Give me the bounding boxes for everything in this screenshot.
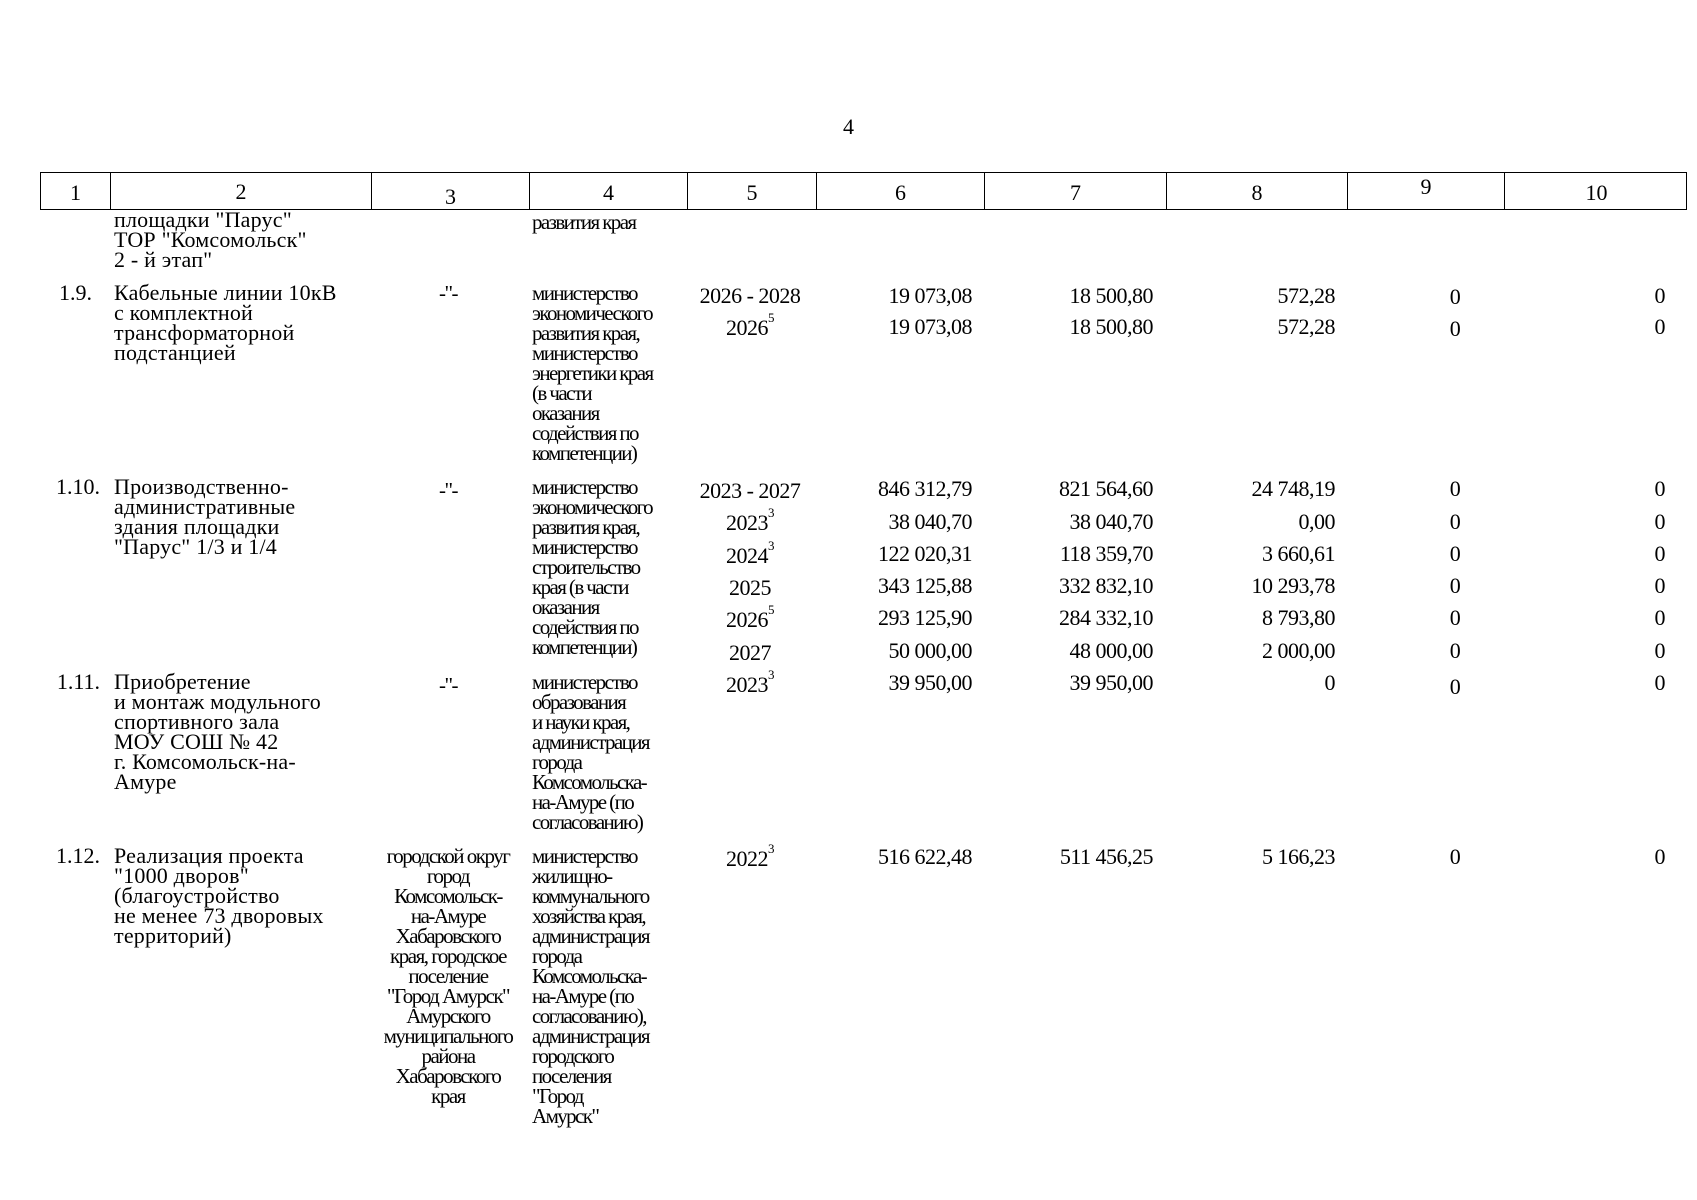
executor-line: администрация	[532, 924, 649, 948]
row-name-line: с комплектной	[114, 300, 254, 325]
executor-line: коммунального	[532, 884, 649, 908]
row-name-line: Амуре	[114, 769, 177, 794]
territory-line: муниципального	[383, 1024, 513, 1048]
year-cell: 2026$^5$	[726, 310, 774, 340]
executor-line: экономического	[532, 495, 653, 519]
territory-line: района	[421, 1044, 475, 1068]
value-col8: 0,00	[1298, 509, 1335, 534]
executor-line: компетенции)	[532, 441, 637, 465]
year-cell: 2024$^3$	[726, 538, 774, 568]
value-col6: 39 950,00	[888, 670, 972, 695]
value-col7: 332 832,10	[1059, 573, 1153, 598]
executor-line: строительство	[532, 555, 640, 579]
executor-line: администрация	[532, 730, 649, 754]
row-name-line: территорий)	[114, 923, 232, 948]
value-col6: 516 622,48	[878, 844, 972, 869]
value-col8: 5 166,23	[1262, 844, 1335, 869]
header-col-2: 2	[110, 173, 371, 209]
executor-line: развития края,	[532, 321, 640, 345]
territory-line: на-Амуре	[410, 904, 486, 928]
value-col8: 0	[1324, 670, 1335, 695]
value-col10: 0	[1654, 605, 1665, 630]
year-cell: 2027	[729, 640, 771, 665]
value-col9: 0	[1449, 284, 1461, 309]
row-name-line: подстанцией	[114, 340, 236, 365]
year-cell: 2026 - 2028	[699, 283, 801, 308]
continuation-name-line: 2 - й этап"	[114, 247, 213, 272]
executor-line: министерство	[532, 475, 637, 499]
value-col6: 19 073,08	[888, 283, 972, 308]
executor-line: министерство	[532, 670, 637, 694]
executor-line: согласованию),	[532, 1004, 646, 1028]
row-name-line: административные	[114, 494, 296, 519]
table-header	[40, 172, 1687, 210]
row-executor	[532, 283, 692, 463]
row-name-line: Кабельные линии 10кВ	[114, 280, 337, 305]
row-name-line: спортивного зала	[114, 709, 280, 734]
continuation-name-line: ТОР "Комсомольск"	[114, 227, 307, 252]
header-col-10: 10	[1504, 173, 1688, 209]
value-col8: 8 793,80	[1262, 605, 1335, 630]
executor-line: жилищно-	[532, 864, 612, 888]
territory-line: поселение	[408, 964, 488, 988]
executor-line: (в части	[532, 381, 591, 405]
territory-line: края, городское	[390, 944, 506, 968]
value-col8: 572,28	[1277, 283, 1335, 308]
value-col8: 3 660,61	[1262, 541, 1335, 566]
territory-line: Комсомольск-	[394, 884, 502, 908]
executor-line: содействия по	[532, 421, 638, 445]
value-col9: 0	[1449, 509, 1461, 534]
territory-line: Хабаровского	[395, 924, 501, 948]
value-col10: 0	[1654, 476, 1665, 501]
executor-line: города	[532, 750, 582, 774]
continuation-name	[114, 207, 364, 272]
year-cell: 2023$^3$	[726, 667, 774, 697]
executor-line: на-Амуре (по	[532, 984, 634, 1008]
executor-line: компетенции)	[532, 635, 637, 659]
row-name-line: "Парус" 1/3 и 1/4	[114, 534, 277, 559]
header-col-6: 6	[816, 173, 984, 209]
row-name-line: здания площадки	[114, 514, 280, 539]
value-col8: 10 293,78	[1251, 573, 1335, 598]
executor-line: края (в части	[532, 575, 628, 599]
executor-line: министерство	[532, 844, 637, 868]
executor-line: поселения	[532, 1064, 611, 1088]
header-col-3: 3	[371, 173, 529, 209]
row-territory	[368, 846, 528, 1106]
executor-line: Комсомольска-	[532, 770, 647, 794]
value-col7: 284 332,10	[1059, 605, 1153, 630]
continuation-executor: развития края	[532, 210, 636, 234]
row-name-line: Производственно-	[114, 474, 289, 499]
header-col-4: 4	[529, 173, 687, 209]
value-col10: 0	[1654, 844, 1665, 869]
row-executor	[532, 477, 692, 657]
executor-line: и науки края,	[532, 710, 630, 734]
value-col7: 18 500,80	[1069, 314, 1153, 339]
territory-line: город	[426, 864, 470, 888]
row-territory: -"-	[438, 673, 458, 697]
value-col9: 0	[1449, 605, 1461, 630]
executor-line: оказания	[532, 595, 599, 619]
value-col7: 18 500,80	[1069, 283, 1153, 308]
row-executor	[532, 846, 692, 1126]
value-col8: 24 748,19	[1251, 476, 1335, 501]
row-territory: -"-	[438, 281, 458, 305]
row-id: 1.9.	[59, 280, 92, 305]
executor-line: министерство	[532, 341, 637, 365]
row-name	[114, 280, 364, 365]
territory-line: городской округ	[386, 844, 510, 868]
row-executor	[532, 672, 692, 832]
year-cell: 2023 - 2027	[699, 478, 801, 503]
value-col10: 0	[1654, 573, 1665, 598]
header-col-7: 7	[984, 173, 1166, 209]
row-name-line: и монтаж модульного	[114, 689, 321, 714]
executor-line: министерство	[532, 281, 637, 305]
year-cell: 2026$^5$	[726, 602, 774, 632]
value-col8: 572,28	[1277, 314, 1335, 339]
header-col-8: 8	[1166, 173, 1347, 209]
value-col9: 0	[1449, 476, 1461, 501]
value-col9: 0	[1449, 674, 1461, 699]
page-number: 4	[843, 114, 854, 139]
row-name	[114, 474, 364, 559]
row-name-line: Приобретение	[114, 669, 251, 694]
row-name-line: Реализация проекта	[114, 843, 304, 868]
row-id: 1.12.	[56, 843, 100, 868]
executor-line: Комсомольска-	[532, 964, 647, 988]
value-col6: 343 125,88	[878, 573, 972, 598]
value-col6: 846 312,79	[878, 476, 972, 501]
row-name	[114, 843, 364, 948]
value-col7: 39 950,00	[1069, 670, 1153, 695]
executor-line: содействия по	[532, 615, 638, 639]
value-col6: 293 125,90	[878, 605, 972, 630]
year-cell: 2022$^3$	[726, 841, 774, 871]
value-col9: 0	[1449, 541, 1461, 566]
year-cell: 2023$^3$	[726, 505, 774, 535]
value-col10: 0	[1654, 541, 1665, 566]
value-col9: 0	[1449, 316, 1461, 341]
territory-line: края	[431, 1084, 465, 1108]
territory-line: Амурского	[406, 1004, 490, 1028]
row-name-line: "1000 дворов"	[114, 863, 249, 888]
value-col10: 0	[1654, 638, 1665, 663]
value-col7: 38 040,70	[1069, 509, 1153, 534]
executor-line: "Город	[532, 1084, 583, 1108]
continuation-name-line: площадки "Парус"	[114, 207, 292, 232]
territory-line: "Город Амурск"	[386, 984, 510, 1008]
value-col7: 511 456,25	[1059, 844, 1153, 869]
territory-line: Хабаровского	[395, 1064, 501, 1088]
value-col7: 821 564,60	[1059, 476, 1153, 501]
executor-line: образования	[532, 690, 626, 714]
value-col7: 48 000,00	[1069, 638, 1153, 663]
executor-line: оказания	[532, 401, 599, 425]
header-col-9: 9	[1347, 173, 1504, 209]
executor-line: экономического	[532, 301, 653, 325]
executor-line: министерство	[532, 535, 637, 559]
row-name-line: МОУ СОШ № 42	[114, 729, 279, 754]
value-col6: 19 073,08	[888, 314, 972, 339]
executor-line: согласованию)	[532, 810, 643, 834]
executor-line: хозяйства края,	[532, 904, 646, 928]
value-col7: 118 359,70	[1059, 541, 1153, 566]
value-col10: 0	[1654, 283, 1665, 308]
header-col-5: 5	[687, 173, 816, 209]
value-col10: 0	[1654, 670, 1665, 695]
row-name	[114, 669, 364, 794]
executor-line: администрация	[532, 1024, 649, 1048]
row-id: 1.10.	[56, 474, 100, 499]
row-name-line: г. Комсомольск-на-	[114, 749, 296, 774]
executor-line: городского	[532, 1044, 614, 1068]
value-col10: 0	[1654, 509, 1665, 534]
row-territory: -"-	[438, 478, 458, 502]
executor-line: развития края,	[532, 515, 640, 539]
value-col10: 0	[1654, 314, 1665, 339]
row-id: 1.11.	[56, 669, 100, 694]
value-col9: 0	[1449, 573, 1461, 598]
year-cell: 2025	[729, 575, 771, 600]
executor-line: города	[532, 944, 582, 968]
value-col9: 0	[1449, 638, 1461, 663]
value-col6: 38 040,70	[888, 509, 972, 534]
executor-line: на-Амуре (по	[532, 790, 634, 814]
executor-line: Амурск"	[532, 1104, 599, 1128]
row-name-line: трансформаторной	[114, 320, 295, 345]
row-name-line: не менее 73 дворовых	[114, 903, 324, 928]
row-name-line: (благоустройство	[114, 883, 280, 908]
value-col6: 122 020,31	[878, 541, 972, 566]
executor-line: энергетики края	[532, 361, 653, 385]
value-col8: 2 000,00	[1262, 638, 1335, 663]
value-col9: 0	[1449, 844, 1461, 869]
value-col6: 50 000,00	[888, 638, 972, 663]
header-col-1: 1	[70, 180, 81, 205]
